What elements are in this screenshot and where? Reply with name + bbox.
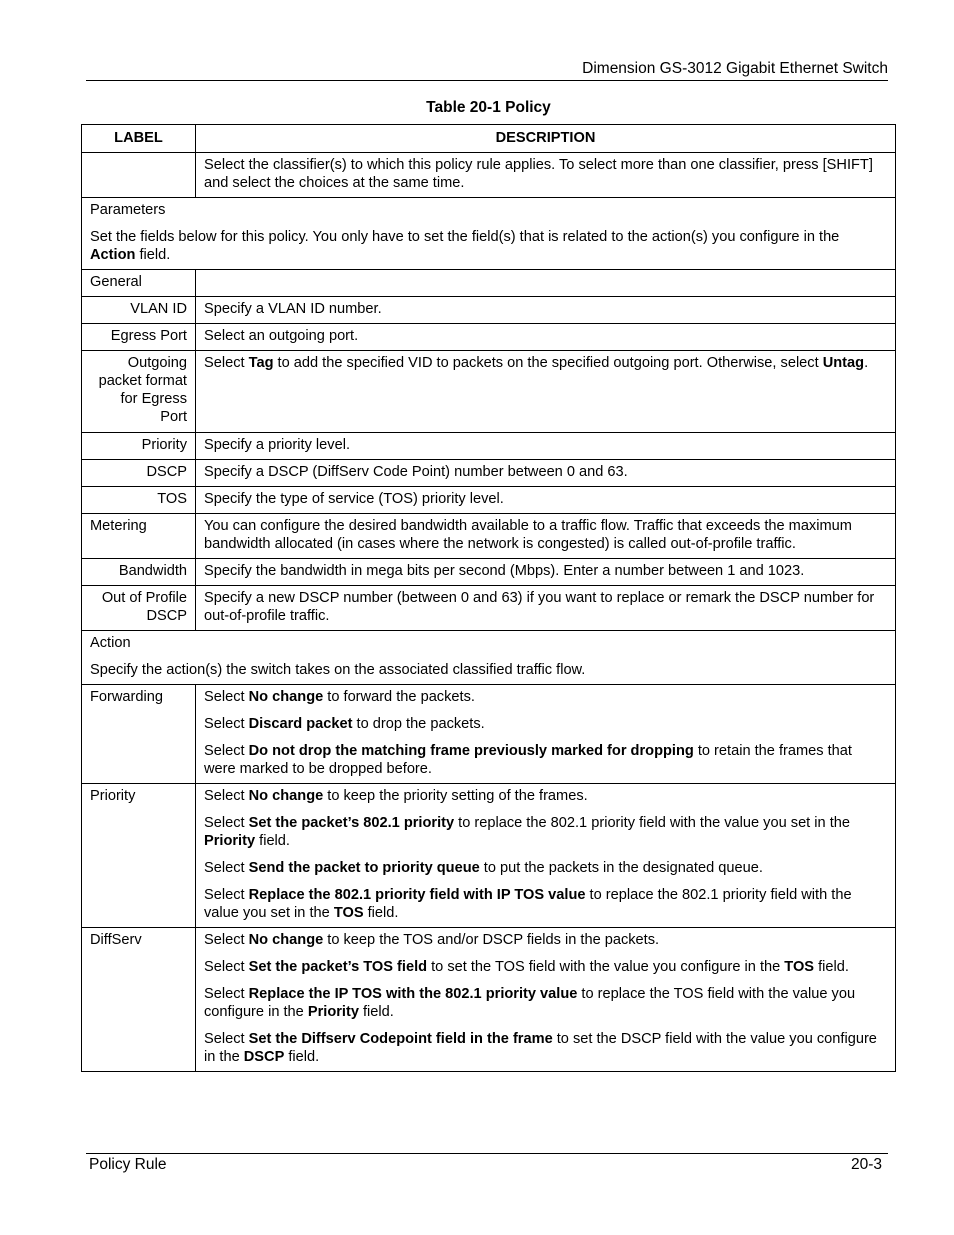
row-label: TOS: [82, 487, 196, 514]
row-description: Select an outgoing port.: [196, 324, 896, 351]
option-text: Select Set the packet’s TOS field to set the TOS field with the value you configure in the TOS field.: [204, 959, 849, 975]
row-label: VLAN ID: [82, 297, 196, 324]
row-description: Specify the type of service (TOS) priority level.: [196, 487, 896, 514]
row-description: Specify the bandwidth in mega bits per second (Mbps). Enter a number between 1 and 1023.: [196, 559, 896, 586]
option-text: Select No change to forward the packets.: [204, 689, 475, 705]
table-row-dscp: [82, 460, 896, 487]
option-text: Select Replace the 802.1 priority field with IP TOS value to replace the 802.1 priority field with the value you set in the TOS field.: [204, 887, 852, 921]
row-description: Specify a priority level.: [196, 433, 896, 460]
row-label: Bandwidth: [82, 559, 196, 586]
section-title: Action: [90, 635, 131, 651]
table-row-general: [82, 270, 896, 297]
option-text: Select No change to keep the TOS and/or DSCP fields in the packets.: [204, 932, 660, 948]
table-title: Table 20-1 Policy: [426, 99, 551, 116]
table-row-classifier: [82, 153, 896, 198]
row-label: DSCP: [82, 460, 196, 487]
option-text: Select Discard packet to drop the packets.: [204, 716, 485, 732]
row-description: [196, 270, 896, 297]
row-label: General: [82, 270, 196, 297]
row-label: Egress Port: [82, 324, 196, 351]
row-description: Specify a DSCP (DiffServ Code Point) number between 0 and 63.: [196, 460, 896, 487]
table-row-bandwidth: [82, 559, 896, 586]
row-label: Forwarding: [82, 685, 196, 784]
table-row-parameters: [82, 198, 896, 270]
row-description: Select the classifier(s) to which this policy rule applies. To select more than one classifier, press [SHIFT] and select the choices at the same time.: [196, 153, 896, 198]
section-title: Parameters: [90, 202, 166, 218]
row-label: Priority: [82, 433, 196, 460]
table-row-tos: [82, 487, 896, 514]
row-label: Out of Profile DSCP: [82, 586, 196, 631]
section-action: [82, 631, 896, 685]
row-description: [196, 928, 896, 1072]
footer-section-name: Policy Rule: [89, 1156, 167, 1173]
row-label: [82, 153, 196, 198]
column-header-description: DESCRIPTION: [196, 125, 896, 153]
section-parameters: [82, 198, 896, 270]
table-row-priority-action: [82, 784, 896, 928]
option-text: Select Do not drop the matching frame previously marked for dropping to retain the frames that were marked to be dropped before.: [204, 743, 852, 777]
row-description: Specify a new DSCP number (between 0 and 63) if you want to replace or remark the DSCP number for out-of-profile traffic.: [196, 586, 896, 631]
table-row-outgoing-format: [82, 351, 896, 433]
table-row-metering: [82, 514, 896, 559]
row-label: DiffServ: [82, 928, 196, 1072]
policy-table: [81, 124, 896, 1072]
table-header-row: [82, 125, 896, 153]
column-header-label: LABEL: [82, 125, 196, 153]
row-description: Specify a VLAN ID number.: [196, 297, 896, 324]
table-row-priority-param: [82, 433, 896, 460]
row-label: Metering: [82, 514, 196, 559]
table-row-diffserv: [82, 928, 896, 1072]
option-text: Select Send the packet to priority queue to put the packets in the designated queue.: [204, 860, 763, 876]
option-text: Select Set the packet’s 802.1 priority to replace the 802.1 priority field with the value you set in the Priority field.: [204, 815, 850, 849]
section-text: Specify the action(s) the switch takes on the associated classified traffic flow.: [90, 662, 586, 678]
row-description: [196, 784, 896, 928]
page-header: [86, 60, 888, 81]
table-row-action: [82, 631, 896, 685]
option-text: Select Replace the IP TOS with the 802.1 priority value to replace the TOS field with the value you configure in the Priority field.: [204, 986, 856, 1020]
section-text: Set the fields below for this policy. You only have to set the field(s) that is related to the action(s) you configure in the Action field.: [90, 229, 840, 263]
row-label: Outgoing packet format for Egress Port: [82, 351, 196, 433]
row-description: Select Tag to add the specified VID to packets on the specified outgoing port. Otherwise, select Untag.: [196, 351, 896, 433]
option-text: Select No change to keep the priority setting of the frames.: [204, 788, 588, 804]
option-text: Select Set the Diffserv Codepoint field in the frame to set the DSCP field with the value you configure in the DSCP field.: [204, 1031, 877, 1065]
page-footer: [86, 1153, 888, 1173]
table-row-forwarding: [82, 685, 896, 784]
table-row-egress-port: [82, 324, 896, 351]
row-label: Priority: [82, 784, 196, 928]
row-description: You can configure the desired bandwidth available to a traffic flow. Traffic that exceeds the maximum bandwidth allocated (in cases where the network is congested) is called out-of-profile traffic.: [196, 514, 896, 559]
table-row-out-of-profile: [82, 586, 896, 631]
row-description: [196, 685, 896, 784]
footer-page-number: 20-3: [850, 1156, 882, 1173]
table-row-vlan-id: [82, 297, 896, 324]
header-title: Dimension GS-3012 Gigabit Ethernet Switch: [582, 60, 888, 77]
